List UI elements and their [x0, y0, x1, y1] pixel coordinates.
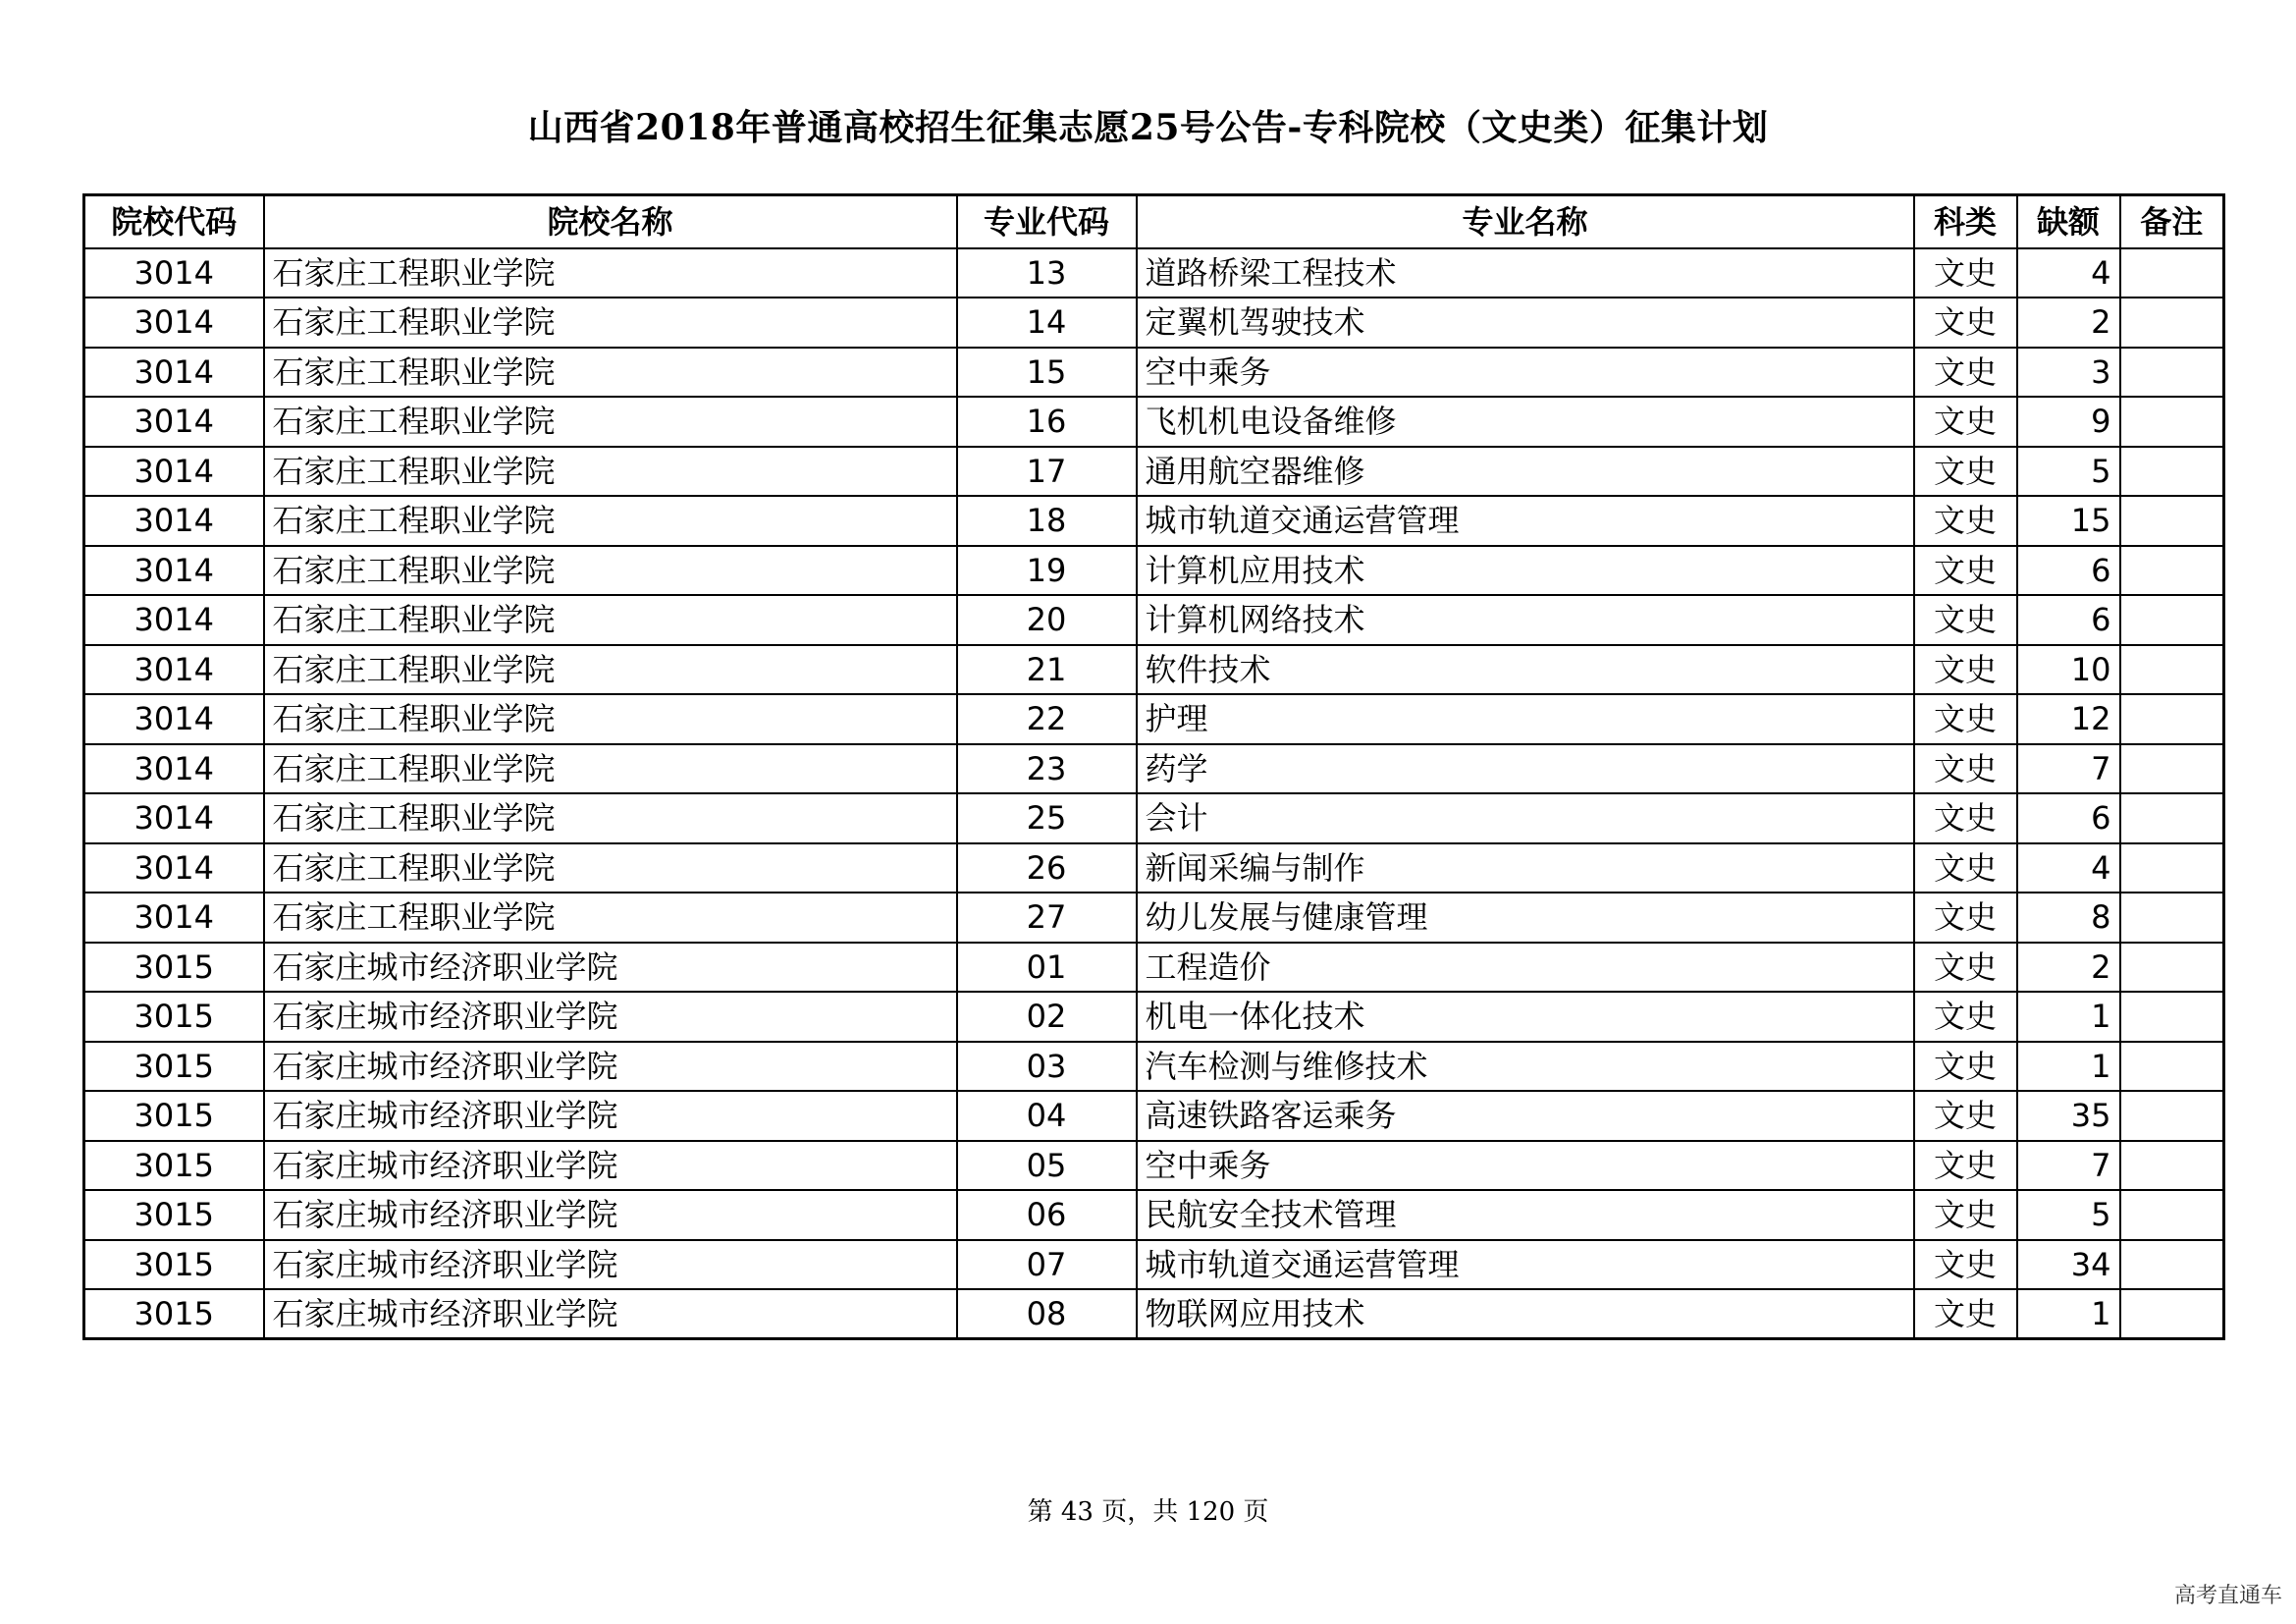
major-code-cell: 15 — [957, 348, 1137, 398]
remark-cell — [2120, 496, 2224, 546]
vacancy-cell: 3 — [2017, 348, 2120, 398]
table-row — [84, 645, 2224, 695]
remark-cell — [2120, 843, 2224, 893]
school-name-cell: 石家庄工程职业学院 — [264, 843, 957, 893]
remark-cell — [2120, 893, 2224, 943]
school-code-cell: 3015 — [84, 1042, 264, 1092]
remark-cell — [2120, 595, 2224, 645]
table-row — [84, 1091, 2224, 1141]
major-name-cell: 空中乘务 — [1137, 348, 1914, 398]
major-code-cell: 27 — [957, 893, 1137, 943]
vacancy-cell: 6 — [2017, 546, 2120, 596]
remark-cell — [2120, 694, 2224, 744]
remark-cell — [2120, 1091, 2224, 1141]
category-cell: 文史 — [1914, 1289, 2017, 1339]
school-code-cell: 3014 — [84, 447, 264, 497]
category-cell: 文史 — [1914, 1190, 2017, 1240]
school-name-cell: 石家庄工程职业学院 — [264, 496, 957, 546]
category-cell: 文史 — [1914, 744, 2017, 794]
major-name-cell: 飞机机电设备维修 — [1137, 397, 1914, 447]
remark-cell — [2120, 943, 2224, 993]
major-name-cell: 工程造价 — [1137, 943, 1914, 993]
major-name-cell: 城市轨道交通运营管理 — [1137, 496, 1914, 546]
major-code-cell: 05 — [957, 1141, 1137, 1191]
category-cell: 文史 — [1914, 397, 2017, 447]
school-code-cell: 3015 — [84, 1240, 264, 1290]
table-row — [84, 893, 2224, 943]
major-code-cell: 23 — [957, 744, 1137, 794]
table-row — [84, 447, 2224, 497]
school-code-cell: 3015 — [84, 1141, 264, 1191]
table-row — [84, 744, 2224, 794]
major-name-cell: 幼儿发展与健康管理 — [1137, 893, 1914, 943]
major-name-cell: 药学 — [1137, 744, 1914, 794]
vacancy-cell: 9 — [2017, 397, 2120, 447]
school-name-cell: 石家庄工程职业学院 — [264, 595, 957, 645]
category-cell: 文史 — [1914, 694, 2017, 744]
remark-cell — [2120, 992, 2224, 1042]
major-code-cell: 04 — [957, 1091, 1137, 1141]
table-row — [84, 943, 2224, 993]
school-code-cell: 3014 — [84, 645, 264, 695]
vacancy-cell: 10 — [2017, 645, 2120, 695]
major-name-cell: 高速铁路客运乘务 — [1137, 1091, 1914, 1141]
vacancy-cell: 2 — [2017, 298, 2120, 348]
remark-cell — [2120, 1042, 2224, 1092]
category-cell: 文史 — [1914, 298, 2017, 348]
major-name-cell: 通用航空器维修 — [1137, 447, 1914, 497]
table-row — [84, 397, 2224, 447]
vacancy-cell: 8 — [2017, 893, 2120, 943]
category-cell: 文史 — [1914, 248, 2017, 298]
major-name-cell: 汽车检测与维修技术 — [1137, 1042, 1914, 1092]
school-code-cell: 3014 — [84, 348, 264, 398]
major-code-cell: 01 — [957, 943, 1137, 993]
table-row — [84, 298, 2224, 348]
major-code-cell: 03 — [957, 1042, 1137, 1092]
school-code-cell: 3015 — [84, 992, 264, 1042]
table-row — [84, 793, 2224, 843]
header-school-code: 院校代码 — [84, 195, 264, 248]
major-name-cell: 护理 — [1137, 694, 1914, 744]
school-code-cell: 3015 — [84, 1091, 264, 1141]
school-code-cell: 3015 — [84, 1289, 264, 1339]
table-row — [84, 843, 2224, 893]
vacancy-cell: 5 — [2017, 447, 2120, 497]
major-code-cell: 26 — [957, 843, 1137, 893]
table-row — [84, 348, 2224, 398]
school-name-cell: 石家庄城市经济职业学院 — [264, 1289, 957, 1339]
table-row — [84, 248, 2224, 298]
school-code-cell: 3014 — [84, 397, 264, 447]
header-category: 科类 — [1914, 195, 2017, 248]
school-name-cell: 石家庄城市经济职业学院 — [264, 943, 957, 993]
table-row — [84, 1190, 2224, 1240]
major-name-cell: 新闻采编与制作 — [1137, 843, 1914, 893]
page-title: 山西省2018年普通高校招生征集志愿25号公告-专科院校（文史类）征集计划 — [527, 107, 1769, 148]
header-vacancies: 缺额 — [2017, 195, 2120, 248]
vacancy-cell: 5 — [2017, 1190, 2120, 1240]
category-cell: 文史 — [1914, 1141, 2017, 1191]
major-name-cell: 城市轨道交通运营管理 — [1137, 1240, 1914, 1290]
vacancy-cell: 35 — [2017, 1091, 2120, 1141]
school-code-cell: 3015 — [84, 943, 264, 993]
remark-cell — [2120, 645, 2224, 695]
major-name-cell: 计算机应用技术 — [1137, 546, 1914, 596]
category-cell: 文史 — [1914, 893, 2017, 943]
school-name-cell: 石家庄工程职业学院 — [264, 744, 957, 794]
major-name-cell: 民航安全技术管理 — [1137, 1190, 1914, 1240]
school-name-cell: 石家庄工程职业学院 — [264, 447, 957, 497]
remark-cell — [2120, 397, 2224, 447]
category-cell: 文史 — [1914, 447, 2017, 497]
table-row — [84, 992, 2224, 1042]
major-code-cell: 21 — [957, 645, 1137, 695]
school-name-cell: 石家庄工程职业学院 — [264, 893, 957, 943]
vacancy-cell: 6 — [2017, 793, 2120, 843]
school-name-cell: 石家庄工程职业学院 — [264, 645, 957, 695]
school-code-cell: 3014 — [84, 595, 264, 645]
table-row — [84, 1240, 2224, 1290]
vacancy-cell: 1 — [2017, 1289, 2120, 1339]
school-name-cell: 石家庄工程职业学院 — [264, 248, 957, 298]
school-name-cell: 石家庄城市经济职业学院 — [264, 1042, 957, 1092]
category-cell: 文史 — [1914, 496, 2017, 546]
major-code-cell: 17 — [957, 447, 1137, 497]
remark-cell — [2120, 447, 2224, 497]
category-cell: 文史 — [1914, 943, 2017, 993]
table-row — [84, 546, 2224, 596]
enrollment-plan-table — [82, 193, 2225, 1340]
school-code-cell: 3014 — [84, 744, 264, 794]
major-code-cell: 25 — [957, 793, 1137, 843]
category-cell: 文史 — [1914, 1240, 2017, 1290]
table-body — [84, 248, 2224, 1339]
vacancy-cell: 15 — [2017, 496, 2120, 546]
major-name-cell: 机电一体化技术 — [1137, 992, 1914, 1042]
school-code-cell: 3014 — [84, 694, 264, 744]
category-cell: 文史 — [1914, 992, 2017, 1042]
page-number: 第 43 页，共 120 页 — [1027, 1497, 1269, 1527]
major-code-cell: 13 — [957, 248, 1137, 298]
major-name-cell: 会计 — [1137, 793, 1914, 843]
vacancy-cell: 7 — [2017, 1141, 2120, 1191]
major-code-cell: 19 — [957, 546, 1137, 596]
major-name-cell: 物联网应用技术 — [1137, 1289, 1914, 1339]
remark-cell — [2120, 793, 2224, 843]
vacancy-cell: 1 — [2017, 992, 2120, 1042]
school-name-cell: 石家庄工程职业学院 — [264, 793, 957, 843]
school-name-cell: 石家庄工程职业学院 — [264, 298, 957, 348]
major-name-cell: 空中乘务 — [1137, 1141, 1914, 1191]
category-cell: 文史 — [1914, 546, 2017, 596]
vacancy-cell: 34 — [2017, 1240, 2120, 1290]
vacancy-cell: 1 — [2017, 1042, 2120, 1092]
vacancy-cell: 7 — [2017, 744, 2120, 794]
school-name-cell: 石家庄城市经济职业学院 — [264, 1240, 957, 1290]
table-row — [84, 496, 2224, 546]
school-name-cell: 石家庄城市经济职业学院 — [264, 1190, 957, 1240]
school-code-cell: 3014 — [84, 843, 264, 893]
table-row — [84, 1042, 2224, 1092]
remark-cell — [2120, 1141, 2224, 1191]
major-name-cell: 软件技术 — [1137, 645, 1914, 695]
remark-cell — [2120, 546, 2224, 596]
vacancy-cell: 6 — [2017, 595, 2120, 645]
major-name-cell: 定翼机驾驶技术 — [1137, 298, 1914, 348]
vacancy-cell: 12 — [2017, 694, 2120, 744]
major-code-cell: 06 — [957, 1190, 1137, 1240]
remark-cell — [2120, 298, 2224, 348]
category-cell: 文史 — [1914, 1042, 2017, 1092]
category-cell: 文史 — [1914, 645, 2017, 695]
school-name-cell: 石家庄工程职业学院 — [264, 694, 957, 744]
remark-cell — [2120, 744, 2224, 794]
category-cell: 文史 — [1914, 595, 2017, 645]
major-code-cell: 16 — [957, 397, 1137, 447]
vacancy-cell: 4 — [2017, 248, 2120, 298]
school-code-cell: 3014 — [84, 298, 264, 348]
table-row — [84, 595, 2224, 645]
table-row — [84, 1141, 2224, 1191]
school-name-cell: 石家庄工程职业学院 — [264, 546, 957, 596]
header-school-name: 院校名称 — [264, 195, 957, 248]
remark-cell — [2120, 1289, 2224, 1339]
school-name-cell: 石家庄城市经济职业学院 — [264, 1091, 957, 1141]
major-code-cell: 02 — [957, 992, 1137, 1042]
header-major-name: 专业名称 — [1137, 195, 1914, 248]
school-code-cell: 3014 — [84, 546, 264, 596]
major-name-cell: 计算机网络技术 — [1137, 595, 1914, 645]
remark-cell — [2120, 1240, 2224, 1290]
category-cell: 文史 — [1914, 843, 2017, 893]
remark-cell — [2120, 348, 2224, 398]
major-code-cell: 20 — [957, 595, 1137, 645]
remark-cell — [2120, 248, 2224, 298]
school-name-cell: 石家庄工程职业学院 — [264, 397, 957, 447]
table-row — [84, 1289, 2224, 1339]
category-cell: 文史 — [1914, 1091, 2017, 1141]
school-code-cell: 3014 — [84, 248, 264, 298]
school-code-cell: 3015 — [84, 1190, 264, 1240]
school-name-cell: 石家庄城市经济职业学院 — [264, 1141, 957, 1191]
header-major-code: 专业代码 — [957, 195, 1137, 248]
school-code-cell: 3014 — [84, 893, 264, 943]
watermark: 高考直通车 — [2173, 1584, 2282, 1608]
header-remarks: 备注 — [2120, 195, 2224, 248]
school-name-cell: 石家庄城市经济职业学院 — [264, 992, 957, 1042]
major-name-cell: 道路桥梁工程技术 — [1137, 248, 1914, 298]
major-code-cell: 14 — [957, 298, 1137, 348]
major-code-cell: 07 — [957, 1240, 1137, 1290]
school-name-cell: 石家庄工程职业学院 — [264, 348, 957, 398]
table-row — [84, 694, 2224, 744]
table-header-row — [84, 195, 2224, 248]
major-code-cell: 18 — [957, 496, 1137, 546]
school-code-cell: 3014 — [84, 496, 264, 546]
school-code-cell: 3014 — [84, 793, 264, 843]
category-cell: 文史 — [1914, 793, 2017, 843]
remark-cell — [2120, 1190, 2224, 1240]
major-code-cell: 08 — [957, 1289, 1137, 1339]
vacancy-cell: 2 — [2017, 943, 2120, 993]
category-cell: 文史 — [1914, 348, 2017, 398]
vacancy-cell: 4 — [2017, 843, 2120, 893]
major-code-cell: 22 — [957, 694, 1137, 744]
